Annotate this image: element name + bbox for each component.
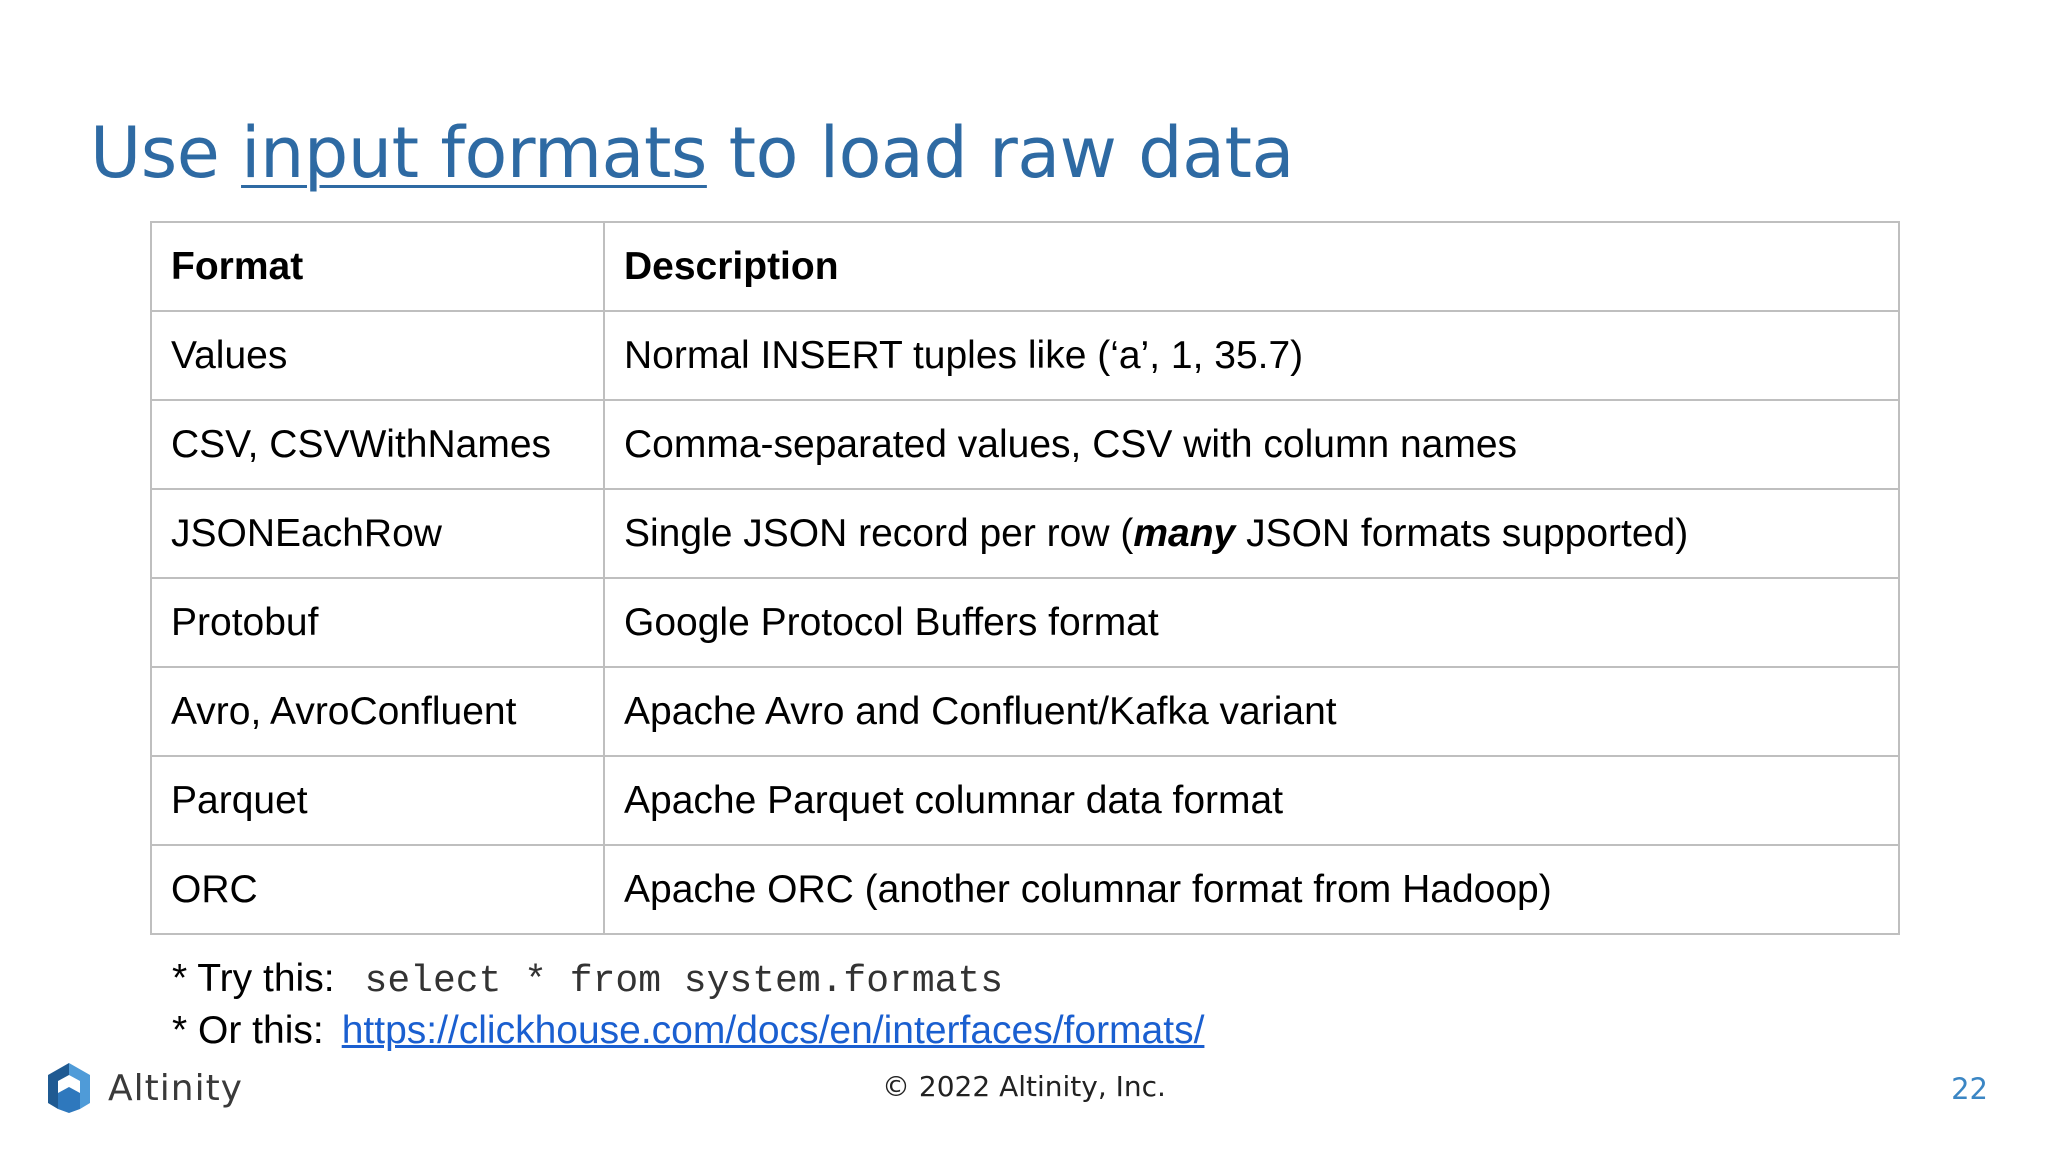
format-cell: Avro, AvroConfluent <box>151 667 604 756</box>
format-cell: CSV, CSVWithNames <box>151 400 604 489</box>
description-cell: Comma-separated values, CSV with column names <box>604 400 1899 489</box>
try-code: select * from system.formats <box>364 960 1004 1003</box>
table-row <box>151 311 1899 400</box>
table-row <box>151 667 1899 756</box>
table-row <box>151 845 1899 934</box>
title-suffix: to load raw data <box>706 112 1294 194</box>
table-row <box>151 489 1899 578</box>
description-prefix: Single JSON record per row ( <box>624 511 1134 555</box>
description-emphasis: many <box>1133 511 1236 555</box>
input-formats-link[interactable]: input formats <box>241 112 707 194</box>
table-row <box>151 578 1899 667</box>
format-cell: Protobuf <box>151 578 604 667</box>
formats-table <box>150 221 1900 935</box>
slide-title <box>90 112 1294 194</box>
try-note <box>172 957 1003 1003</box>
logo-text: Altinity <box>108 1067 243 1109</box>
format-cell: ORC <box>151 845 604 934</box>
format-cell: Parquet <box>151 756 604 845</box>
table-row <box>151 400 1899 489</box>
description-suffix: JSON formats supported) <box>1235 511 1689 555</box>
description-cell: Google Protocol Buffers format <box>604 578 1899 667</box>
page-number: 22 <box>1951 1072 1988 1106</box>
table-row <box>151 756 1899 845</box>
format-cell: Values <box>151 311 604 400</box>
description-cell: Apache Parquet columnar data format <box>604 756 1899 845</box>
description-cell: Apache Avro and Confluent/Kafka variant <box>604 667 1899 756</box>
description-cell: Apache ORC (another columnar format from Hadoop) <box>604 845 1899 934</box>
table-header-row <box>151 222 1899 311</box>
title-prefix: Use <box>90 112 242 194</box>
description-cell: Normal INSERT tuples like (‘a’, 1, 35.7) <box>604 311 1899 400</box>
formats-docs-link[interactable]: https://clickhouse.com/docs/en/interfaces/formats/ <box>341 1009 1205 1052</box>
try-label: * Try this: <box>172 957 335 1000</box>
format-cell: JSONEachRow <box>151 489 604 578</box>
or-note <box>172 1009 1204 1053</box>
column-header-description: Description <box>604 222 1899 311</box>
description-cell <box>604 489 1899 578</box>
copyright: © 2022 Altinity, Inc. <box>882 1070 1166 1103</box>
or-label: * Or this: <box>172 1009 324 1052</box>
column-header-format: Format <box>151 222 604 311</box>
